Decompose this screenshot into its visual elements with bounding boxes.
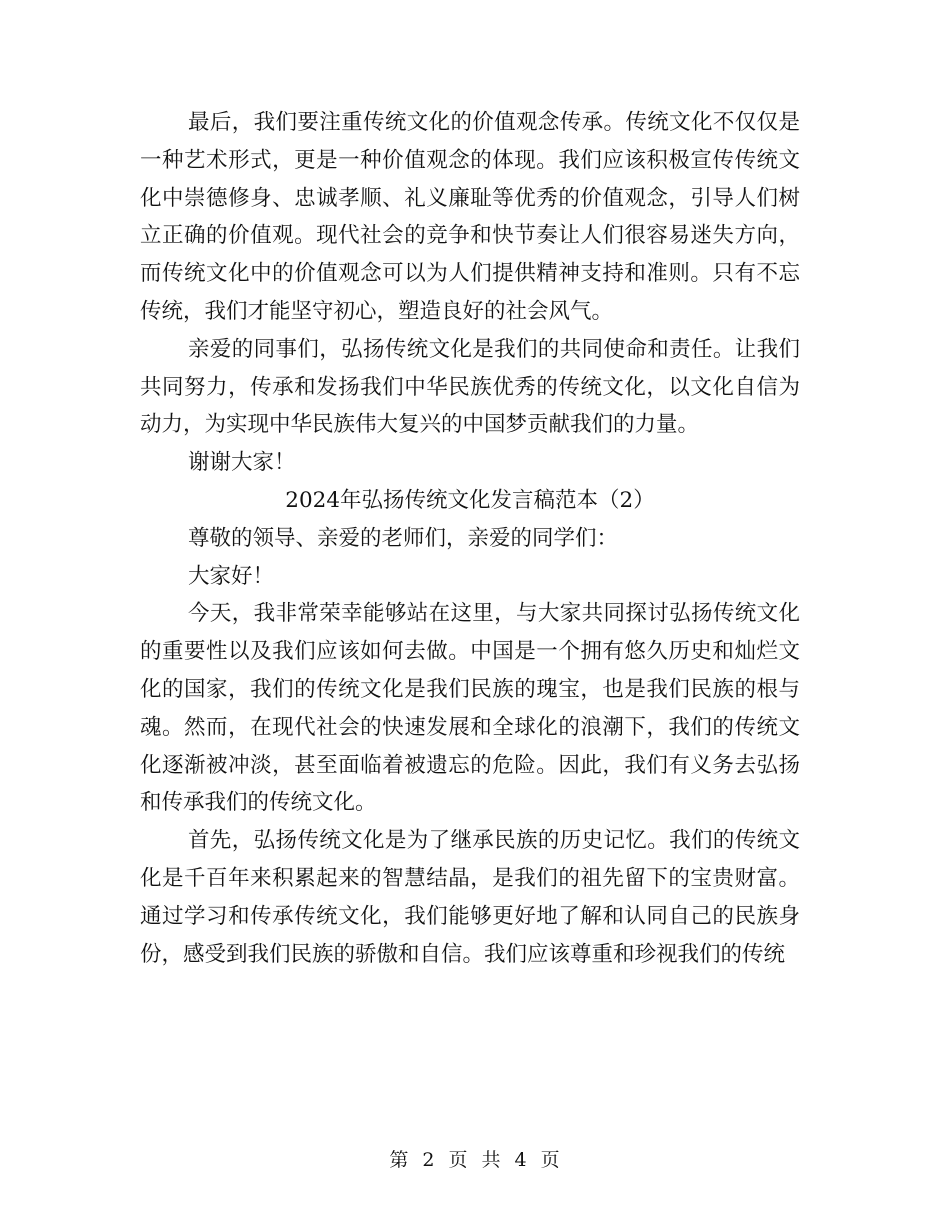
section-heading: 2024年弘扬传统文化发言稿范本（2） [285, 487, 655, 513]
paragraph-salutation: 尊敬的领导、亲爱的老师们，亲爱的同学们： [188, 525, 619, 551]
paragraph-introduction: 今天，我非常荣幸能够站在这里，与大家共同探讨弘扬传统文化的重要性以及我们应该如何去做。中国是一个拥有悠久历史和灿烂文化的国家，我们的传统文化是我们民族的瑰宝，也是我们民族的根与魂。然而，在现代社会的快速发展和全球化的浪潮下，我们的传统文化逐渐被冲淡，甚至面临着被遗忘的危险。因此，我们有义务去弘扬和传承我们的传统文化。 [140, 601, 800, 816]
paragraph-call-to-colleagues: 亲爱的同事们，弘扬传统文化是我们的共同使命和责任。让我们共同努力，传承和发扬我们中华民族优秀的传统文化，以文化自信为动力，为实现中华民族伟大复兴的中国梦贡献我们的力量。 [140, 336, 800, 438]
paragraph-first-point: 首先，弘扬传统文化是为了继承民族的历史记忆。我们的传统文化是千百年来积累起来的智慧结晶，是我们的祖先留下的宝贵财富。通过学习和传承传统文化，我们能够更好地了解和认同自己的民族身份，感受到我们民族的骄傲和自信。我们应该尊重和珍视我们的传统 [140, 828, 800, 967]
paragraph-values-inheritance: 最后，我们要注重传统文化的价值观念传承。传统文化不仅仅是一种艺术形式，更是一种价值观念的体现。我们应该积极宣传传统文化中崇德修身、忠诚孝顺、礼义廉耻等优秀的价值观念，引导人们树立正确的价值观。现代社会的竞争和快节奏让人们很容易迷失方向，而传统文化中的价值观念可以为人们提供精神支持和准则。只有不忘传统，我们才能坚守初心，塑造良好的社会风气。 [140, 110, 800, 324]
document-body [140, 104, 800, 973]
paragraph-thanks: 谢谢大家！ [188, 450, 296, 476]
paragraph-greeting: 大家好！ [188, 563, 275, 589]
page-footer: 第 2 页 共 4 页 [389, 1149, 561, 1171]
